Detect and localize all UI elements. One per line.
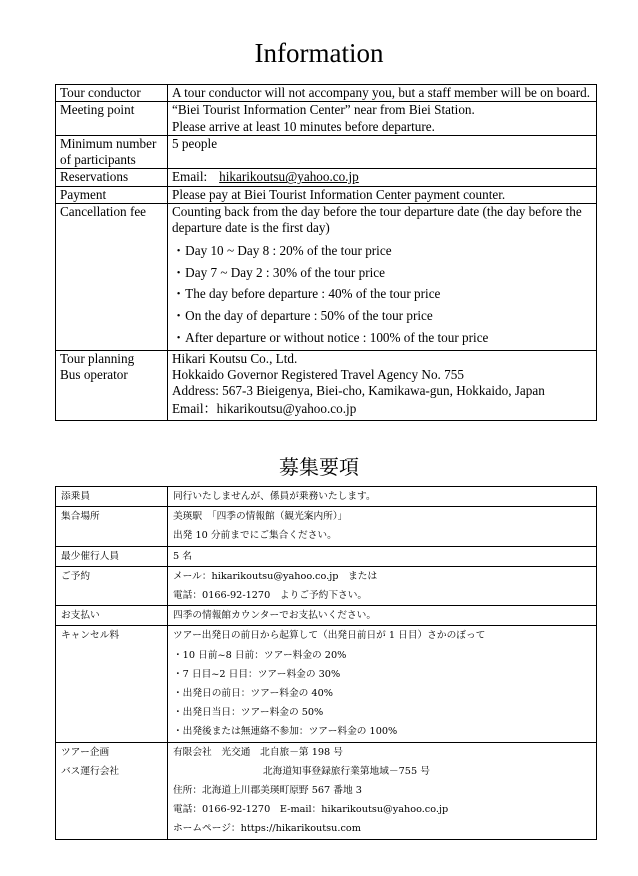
table-row xyxy=(56,626,597,742)
row-label: Reservations xyxy=(56,169,168,186)
row-label: お支払い xyxy=(56,606,168,626)
cancellation-intro: ツアー出発日の前日から起算して（出発日前日が 1 日目）さかのぼって xyxy=(173,630,486,642)
row-value: 5 名 xyxy=(168,546,597,566)
cancellation-intro: Counting back from the day before the tour departure date (the day before the departure date is the first day) xyxy=(172,204,582,236)
row-label-line: バス運行会社 xyxy=(61,765,120,777)
row-label: Minimum number of participants xyxy=(56,135,168,169)
email-prefix: Email: xyxy=(172,169,208,185)
row-value xyxy=(168,204,597,350)
cancellation-item: ・10 日前~8 日前：ツアー料金の 20% xyxy=(173,649,347,661)
cancellation-item: ・Day 10 ~ Day 8 : 20% of the tour price xyxy=(172,242,392,258)
cancellation-item: ・出発日当日：ツアー料金の 50% xyxy=(173,707,324,719)
cancellation-item: ・The day before departure : 40% of the tour price xyxy=(172,286,441,302)
row-value: Please pay at Biei Tourist Information Center payment counter. xyxy=(168,186,597,203)
row-label: 最少催行人員 xyxy=(56,546,168,566)
row-label xyxy=(56,350,168,420)
table-row xyxy=(56,606,597,626)
information-table-english xyxy=(55,84,597,421)
information-table-japanese xyxy=(55,486,597,840)
table-row xyxy=(56,546,597,566)
page-title: Information xyxy=(254,38,384,68)
operator-line: 電話：0166-92-1270 E-mail：hikarikoutsu@yahoo.co.jp xyxy=(173,804,449,816)
operator-line: 住所：北海道上川郡美瑛町原野 567 番地 3 xyxy=(173,785,362,797)
table-row xyxy=(56,742,597,839)
section-title-japanese: 募集要項 xyxy=(279,455,359,479)
row-label-line: Tour planning xyxy=(60,350,135,366)
meeting-point-line: Please arrive at least 10 minutes before departure. xyxy=(172,118,435,134)
row-value xyxy=(168,169,597,186)
row-label xyxy=(56,742,168,839)
cancellation-item: ・On the day of departure : 50% of the tour price xyxy=(172,308,433,324)
row-label-line: ツアー企画 xyxy=(61,746,110,758)
row-label: 添乗員 xyxy=(56,487,168,507)
table-row xyxy=(56,169,597,186)
operator-line: ホームページ：https://hikarikoutsu.com xyxy=(173,823,361,835)
row-label: Tour conductor xyxy=(56,85,168,102)
table-row xyxy=(56,566,597,605)
operator-line: Address: 567-3 Bieigenya, Biei-cho, Kamikawa-gun, Hokkaido, Japan xyxy=(172,383,545,399)
reservation-line: メール：hikarikoutsu@yahoo.co.jp または xyxy=(173,570,378,582)
cancellation-item: ・Day 7 ~ Day 2 : 30% of the tour price xyxy=(172,264,385,280)
meeting-point-line: 出発 10 分前までにご集合ください。 xyxy=(173,530,337,542)
cancellation-item: ・7 日目~2 日目：ツアー料金の 30% xyxy=(173,668,341,680)
table-row xyxy=(56,186,597,203)
row-label: Meeting point xyxy=(56,102,168,136)
row-value xyxy=(168,507,597,546)
table-row xyxy=(56,507,597,546)
table-row xyxy=(56,350,597,420)
row-value: 同行いたしませんが、係員が乗務いたします。 xyxy=(168,487,597,507)
row-value: A tour conductor will not accompany you, but a staff member will be on board. xyxy=(168,85,597,102)
row-value xyxy=(168,102,597,136)
row-value: 5 people xyxy=(168,135,597,169)
operator-line: Email：hikarikoutsu@yahoo.co.jp xyxy=(172,401,357,417)
row-value xyxy=(168,742,597,839)
meeting-point-line: 美瑛駅 「四季の情報館（観光案内所）」 xyxy=(173,511,348,523)
email-link[interactable]: hikarikoutsu@yahoo.co.jp xyxy=(219,169,359,185)
row-label: Cancellation fee xyxy=(56,204,168,350)
row-label: キャンセル料 xyxy=(56,626,168,742)
operator-line: Hokkaido Governor Registered Travel Agency No. 755 xyxy=(172,366,464,382)
operator-line: Hikari Koutsu Co., Ltd. xyxy=(172,350,298,366)
row-value xyxy=(168,350,597,420)
operator-line: 北海道知事登録旅行業第地域－755 号 xyxy=(263,765,430,777)
table-row xyxy=(56,204,597,350)
table-row xyxy=(56,487,597,507)
row-label-line: Bus operator xyxy=(60,366,128,382)
table-row xyxy=(56,85,597,102)
reservation-line: 電話：0166-92-1270 よりご予約下さい。 xyxy=(173,590,368,602)
cancellation-item: ・出発後または無連絡不参加：ツアー料金の 100% xyxy=(173,726,398,738)
cancellation-item: ・出発日の前日：ツアー料金の 40% xyxy=(173,688,333,700)
row-value: 四季の情報館カウンターでお支払いください。 xyxy=(168,606,597,626)
row-label: ご予約 xyxy=(56,566,168,605)
row-label: 集合場所 xyxy=(56,507,168,546)
operator-line: 有限会社 光交通 北自旅－第 198 号 xyxy=(173,746,343,758)
table-row xyxy=(56,102,597,136)
cancellation-item: ・After departure or without notice : 100% of the tour price xyxy=(172,330,489,346)
table-row xyxy=(56,135,597,169)
row-value xyxy=(168,566,597,605)
row-value xyxy=(168,626,597,742)
row-label: Payment xyxy=(56,186,168,203)
meeting-point-line: “Biei Tourist Information Center” near from Biei Station. xyxy=(172,102,475,118)
